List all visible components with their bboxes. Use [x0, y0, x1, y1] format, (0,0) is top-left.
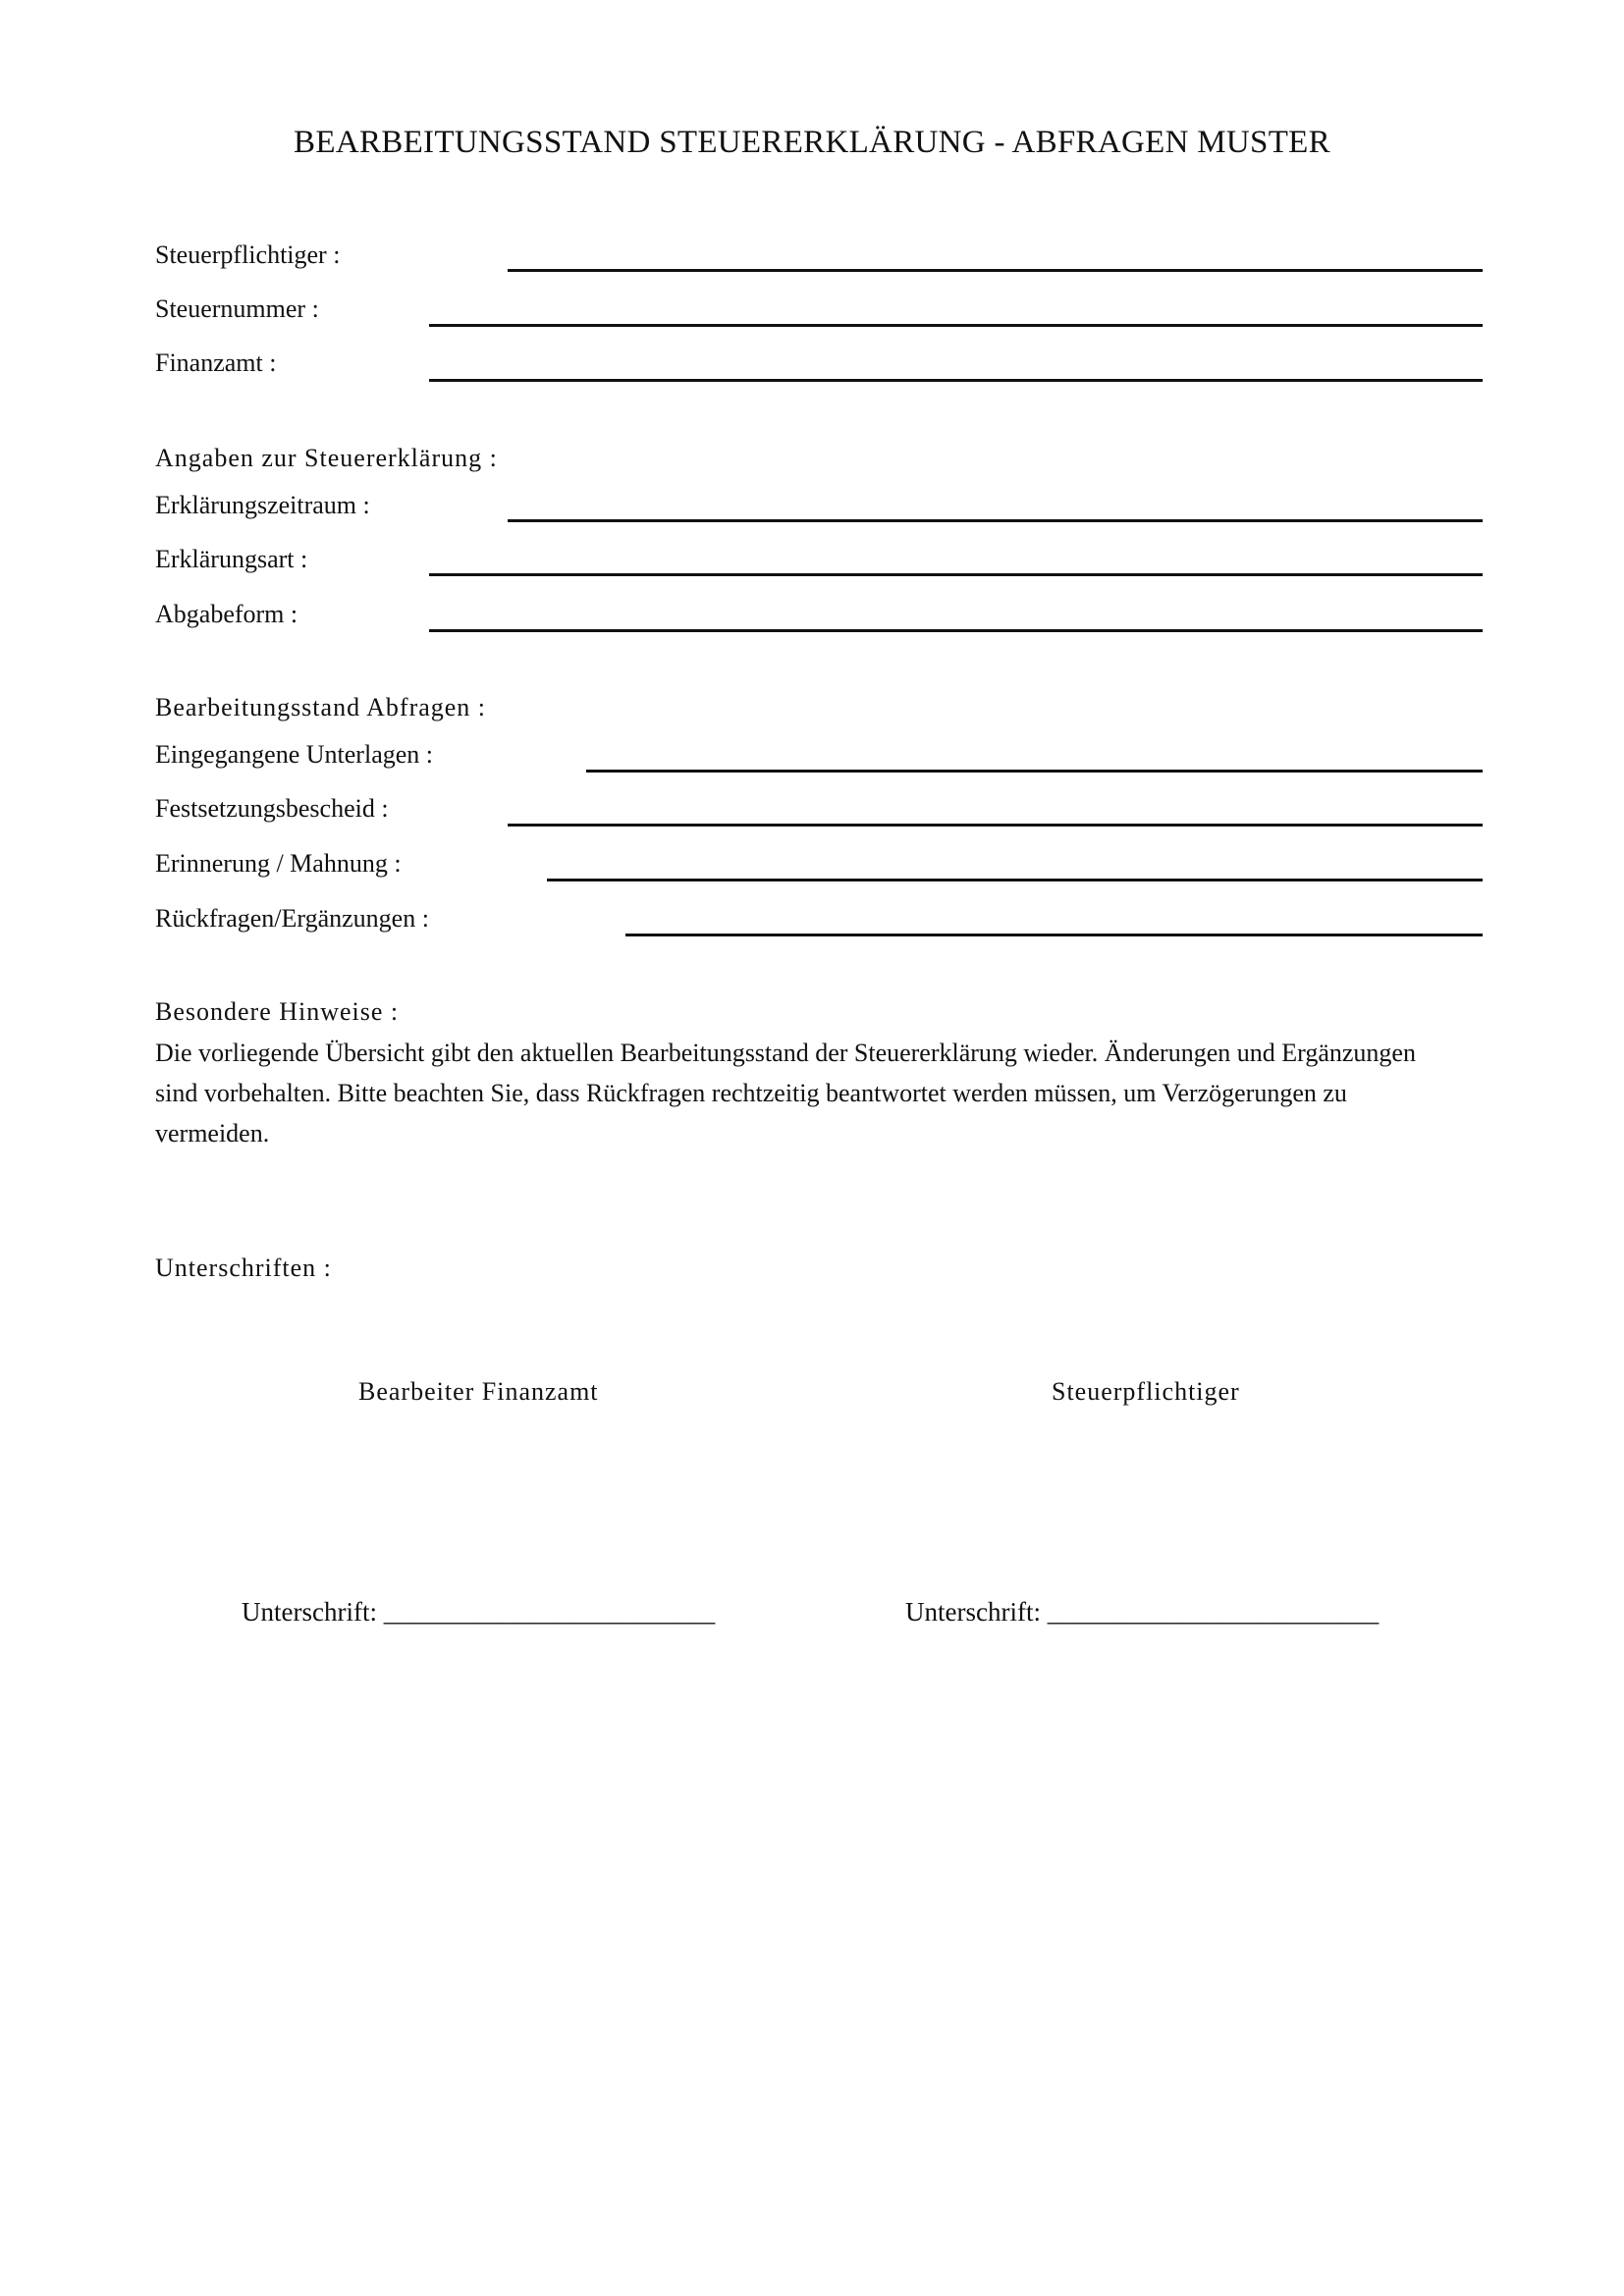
unterlagen-field-line[interactable] [586, 770, 1483, 773]
page-title: BEARBEITUNGSSTAND STEUERERKLÄRUNG - ABFRAGEN MUSTER [294, 125, 1330, 160]
signature-line-finanzamt[interactable]: Unterschrift: _________________________ [242, 1597, 716, 1627]
mahnung-field-line[interactable] [547, 879, 1483, 881]
erklaerungsart-field-line[interactable] [429, 573, 1483, 576]
rueckfragen-field-line[interactable] [625, 934, 1483, 936]
signature-role-finanzamt: Bearbeiter Finanzamt [358, 1377, 599, 1406]
rueckfragen-label: Rückfragen/Ergänzungen : [155, 904, 429, 933]
notes-paragraph: Die vorliegende Übersicht gibt den aktuellen Bearbeitungsstand der Steuererklärung wieder. Änderungen und Ergänzungen sind vorbehalten. Bitte beachten Sie, dass Rückfragen rechtzeitig beantwortet werden müssen, um Verzögerungen zu vermeiden. [155, 1039, 1416, 1148]
status-section-heading: Bearbeitungsstand Abfragen : [155, 693, 487, 721]
erklaerungsart-label: Erklärungsart : [155, 545, 308, 573]
steuernummer-label: Steuernummer : [155, 294, 319, 323]
signatures-heading: Unterschriften : [155, 1254, 332, 1282]
notes-heading: Besondere Hinweise : [155, 997, 400, 1026]
erklaerungszeitraum-field-line[interactable] [508, 519, 1483, 522]
steuerpflichtiger-label: Steuerpflichtiger : [155, 240, 341, 269]
unterlagen-label: Eingegangene Unterlagen : [155, 740, 433, 769]
signature-role-steuerpflichtiger: Steuerpflichtiger [1052, 1377, 1240, 1406]
abgabeform-field-line[interactable] [429, 629, 1483, 632]
steuerpflichtiger-field-line[interactable] [508, 269, 1483, 272]
finanzamt-label: Finanzamt : [155, 348, 277, 377]
festsetzungsbescheid-label: Festsetzungsbescheid : [155, 794, 389, 823]
signature-line-steuerpflichtiger[interactable]: Unterschrift: _________________________ [905, 1597, 1380, 1627]
abgabeform-label: Abgabeform : [155, 600, 298, 628]
declaration-section-heading: Angaben zur Steuererklärung : [155, 444, 498, 472]
festsetzungsbescheid-field-line[interactable] [508, 824, 1483, 827]
mahnung-label: Erinnerung / Mahnung : [155, 849, 402, 878]
finanzamt-field-line[interactable] [429, 379, 1483, 382]
steuernummer-field-line[interactable] [429, 324, 1483, 327]
erklaerungszeitraum-label: Erklärungszeitraum : [155, 491, 370, 519]
